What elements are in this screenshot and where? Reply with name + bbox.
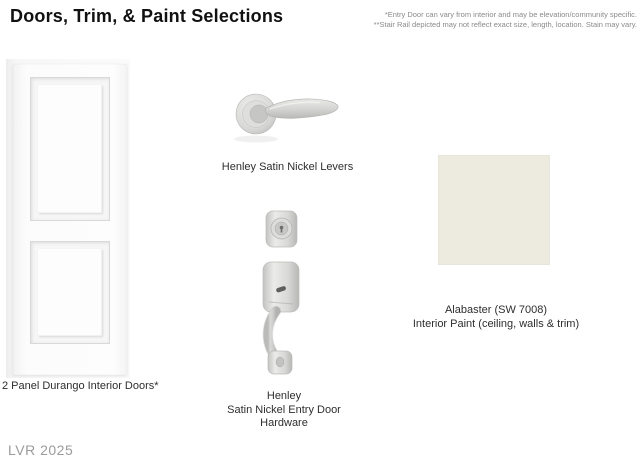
lever-image (228, 85, 346, 158)
paint-label-line-2: Interior Paint (ceiling, walls & trim) (412, 317, 580, 330)
entry-hardware-label-line-3: Hardware (260, 417, 308, 429)
disclaimer-line-1: *Entry Door can vary from interior and may be elevation/community specific. (384, 10, 637, 19)
door-lever-icon (228, 85, 346, 153)
disclaimer (307, 10, 637, 30)
interior-door-image (6, 59, 130, 378)
entry-hardware-label (214, 390, 354, 431)
paint-swatch (438, 155, 550, 265)
watermark: LVR 2025 (8, 442, 74, 458)
entry-hardware-label-line-1: Henley (266, 390, 302, 402)
entry-hardware-label-line-2: Satin Nickel Entry Door (227, 403, 341, 416)
paint-label-line-1: Alabaster (SW 7008) (444, 304, 548, 316)
page-title: Doors, Trim, & Paint Selections (10, 6, 284, 26)
door-panel-bottom (30, 241, 110, 344)
disclaimer-line-2: **Stair Rail depicted may not reflect exact size, length, location. Stain may vary. (373, 20, 637, 29)
entry-hardware-image (253, 205, 313, 388)
lever-label: Henley Satin Nickel Levers (221, 161, 354, 173)
door-panel-top (30, 77, 110, 221)
entry-handleset-icon (253, 205, 313, 383)
paint-label (396, 304, 596, 331)
door-slab (13, 64, 127, 375)
door-label: 2 Panel Durango Interior Doors* (2, 380, 159, 392)
